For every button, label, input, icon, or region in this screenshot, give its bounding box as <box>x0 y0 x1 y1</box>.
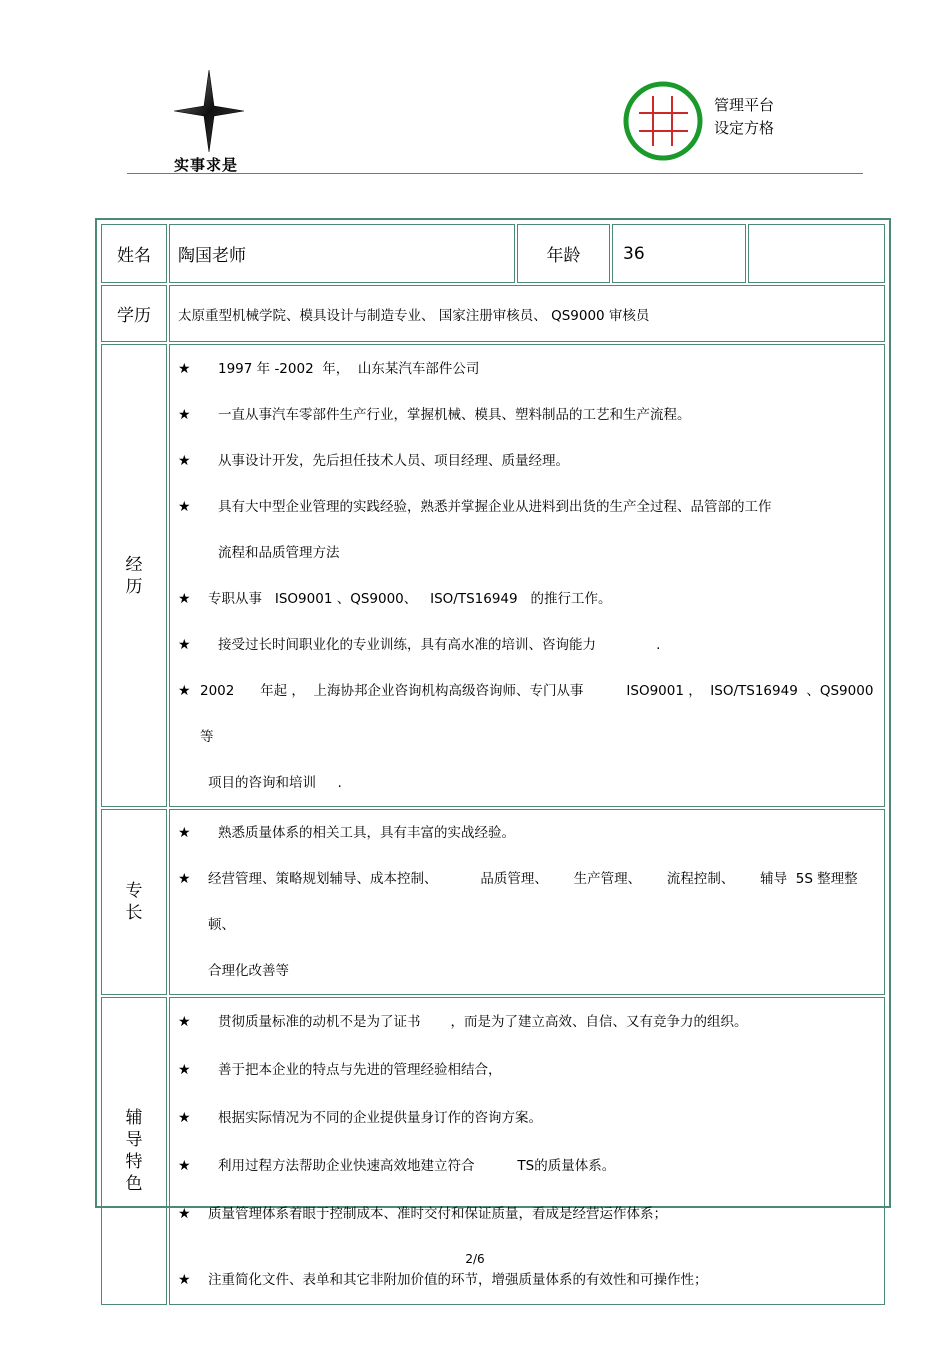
list-item: ★ 注重简化文件、表单和其它非附加价值的环节，增强质量体系的有效性和可操作性； <box>170 1256 884 1304</box>
specialty-label: 专长 <box>125 881 143 923</box>
experience-label-cell <box>101 344 167 807</box>
star-icon: ★ <box>178 871 191 887</box>
experience-content <box>169 344 885 807</box>
platform-text <box>714 94 774 140</box>
list-item: ★ 贯彻质量标准的动机不是为了证书 ，而是为了建立高效、自信、又有竞争力的组织。 <box>170 998 884 1046</box>
star-icon: ★ <box>178 453 191 469</box>
features-label: 辅导特色 <box>125 1108 143 1194</box>
list-item-continuation: 流程和品质管理方法 <box>218 545 340 561</box>
list-item: ★ 根据实际情况为不同的企业提供量身订作的咨询方案。 <box>170 1094 884 1142</box>
profile-table <box>99 222 887 1307</box>
list-item: ★ 善于把本企业的特点与先进的管理经验相结合， <box>170 1046 884 1094</box>
education-row <box>101 285 885 342</box>
experience-list <box>170 345 884 806</box>
list-item: ★ 利用过程方法帮助企业快速高效地建立符合 TS的质量体系。 <box>170 1142 884 1190</box>
motto-text: 实事求是 <box>174 156 239 174</box>
platform-line-2: 设定方格 <box>714 119 775 137</box>
name-row <box>101 224 885 283</box>
age-value: 36 <box>612 224 746 283</box>
specialty-label-cell <box>101 809 167 995</box>
list-item: ★ 从事设计开发，先后担任技术人员、项目经理、质量经理。 <box>170 438 884 484</box>
star-icon: ★ <box>178 825 191 841</box>
grid-circle-icon <box>622 80 704 162</box>
specialty-row <box>101 809 885 995</box>
list-item: ★ 经营管理、策略规划辅导、成本控制、 品质管理、 生产管理、 流程控制、 辅导 5S 整理整顿、 <box>170 856 884 948</box>
star-icon: ★ <box>178 591 191 607</box>
experience-row <box>101 344 885 807</box>
star-icon: ★ <box>178 683 191 699</box>
list-item: ★ 2002 年起 ， 上海协邦企业咨询机构高级咨询师、专门从事 ISO9001 ， ISO/TS16949 、QS9000 等 <box>170 668 884 760</box>
star-icon: ★ <box>178 499 191 515</box>
list-item: ★ 接受过长时间职业化的专业训练，具有高水准的培训、咨询能力 . <box>170 622 884 668</box>
age-label: 年龄 <box>517 224 610 283</box>
list-item: ★ 专职从事 ISO9001 、QS9000、 ISO/TS16949 的推行工作。 <box>170 576 884 622</box>
platform-line-1: 管理平台 <box>714 96 775 114</box>
specialty-content <box>169 809 885 995</box>
star-icon: ★ <box>178 361 191 377</box>
list-item: ★ 熟悉质量体系的相关工具，具有丰富的实战经验。 <box>170 810 884 856</box>
list-item: ★ 质量管理体系着眼于控制成本、准时交付和保证质量，看成是经营运作体系； <box>170 1190 884 1238</box>
name-label: 姓名 <box>101 224 167 283</box>
star-icon: ★ <box>178 1158 191 1174</box>
list-item: ★ 具有大中型企业管理的实践经验，熟悉并掌握企业从进料到出货的生产全过程、品管部的工作 <box>170 484 884 530</box>
star-icon: ★ <box>178 1062 191 1078</box>
list-item: ★ 一直从事汽车零部件生产行业，掌握机械、模具、塑料制品的工艺和生产流程。 <box>170 392 884 438</box>
star-icon: ★ <box>178 407 191 423</box>
star-icon: ★ <box>178 1272 191 1288</box>
list-item-continuation: 合理化改善等 <box>208 963 289 979</box>
star-icon: ★ <box>178 637 191 653</box>
star-icon: ★ <box>178 1110 191 1126</box>
grid-logo <box>622 80 704 162</box>
education-label: 学历 <box>101 285 167 342</box>
star-icon: ★ <box>178 1014 191 1030</box>
page-number: 2/6 <box>465 1252 485 1266</box>
empty-cell <box>748 224 885 283</box>
star-icon: ★ <box>178 1206 191 1222</box>
four-point-star-icon <box>174 70 244 152</box>
experience-label: 经历 <box>125 554 143 597</box>
motto-logo <box>170 70 250 175</box>
header-divider <box>127 173 863 174</box>
specialty-list <box>170 810 884 994</box>
education-value: 太原重型机械学院、模具设计与制造专业、 国家注册审核员、 QS9000 审核员 <box>169 285 885 342</box>
name-value: 陶国老师 <box>169 224 515 283</box>
list-item: ★ 1997 年 -2002 年， 山东某汽车部件公司 <box>170 346 884 392</box>
list-item-continuation: 项目的咨询和培训 . <box>208 775 342 791</box>
